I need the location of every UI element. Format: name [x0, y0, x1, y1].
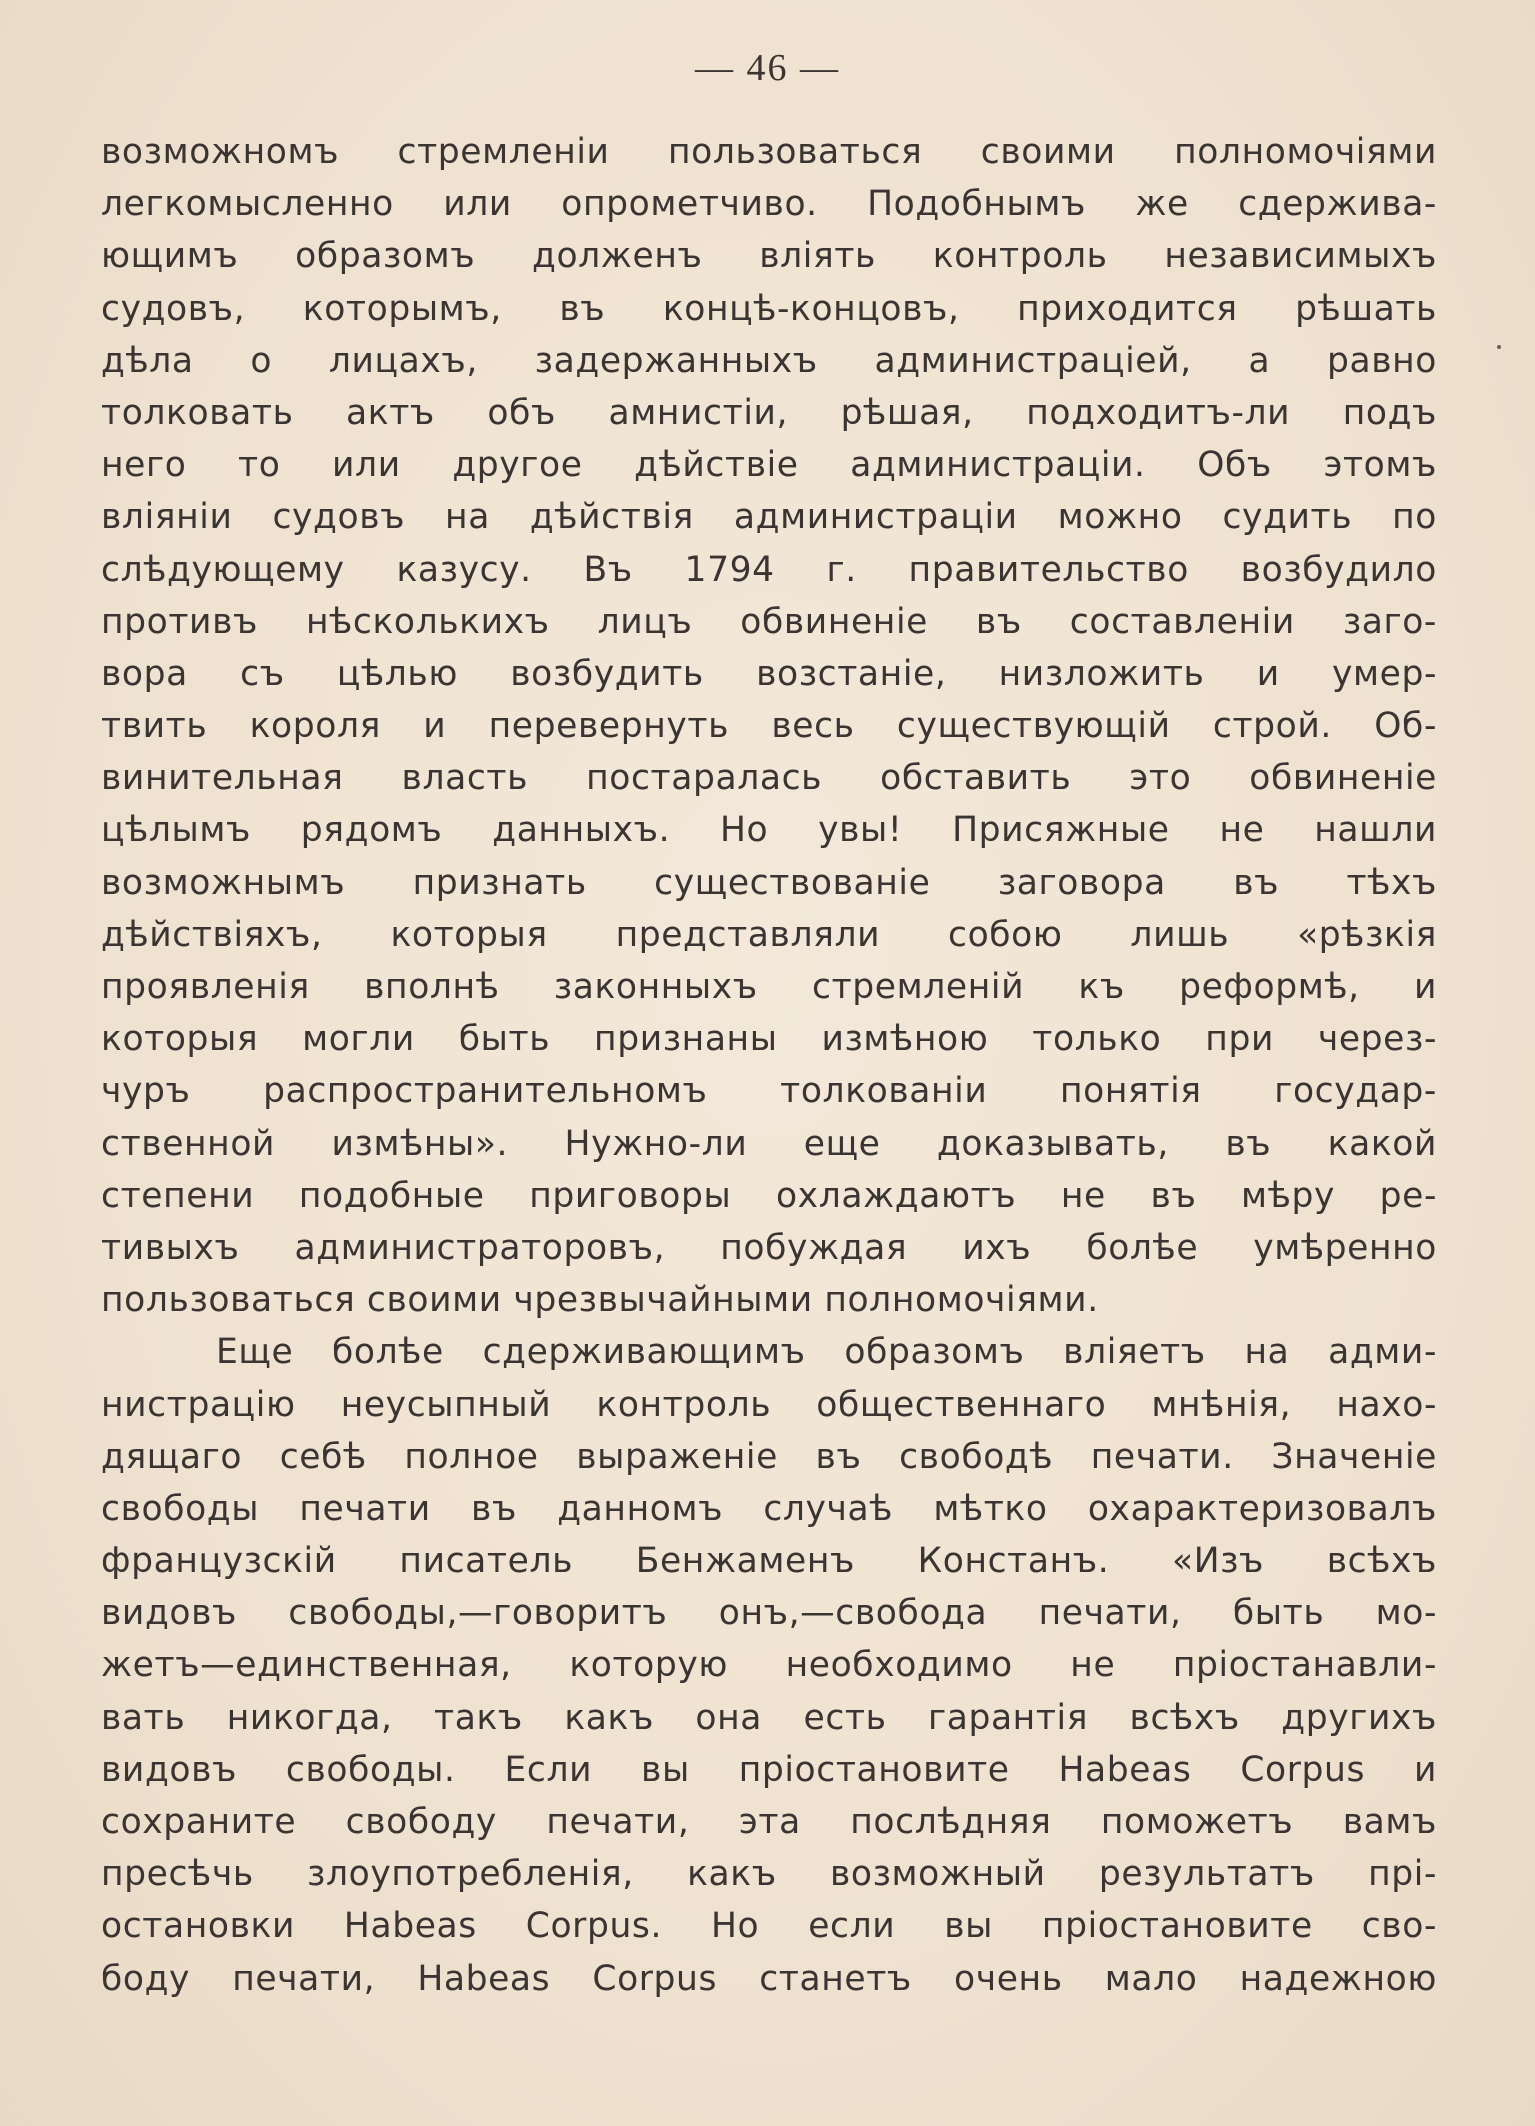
text-line: Еще болѣе сдерживающимъ образомъ вліяетъ на адми- [216, 1332, 1437, 1373]
paragraph-2 [101, 1326, 1437, 2004]
text-line: свободы печати въ данномъ случаѣ мѣтко охарактеризовалъ [101, 1488, 1437, 1529]
text-line: боду печати, Habeas Corpus станетъ очень мало надежною [101, 1958, 1437, 1999]
text-line: противъ нѣсколькихъ лицъ обвиненіе въ составленіи заго- [101, 601, 1437, 642]
text-line: пресѣчь злоупотребленія, какъ возможный результатъ прі- [101, 1854, 1437, 1895]
text-line: дѣйствіяхъ, которыя представляли собою лишь «рѣзкія [101, 914, 1437, 955]
text-line: возможномъ стремленіи пользоваться своими полномочіями [101, 132, 1437, 172]
text-line: нистрацію неусыпный контроль общественнаго мнѣнія, нахо- [101, 1384, 1437, 1425]
paper-speck [1497, 345, 1501, 349]
text-line: слѣдующему казусу. Въ 1794 г. правительство возбудило [101, 549, 1437, 590]
text-line: чуръ распространительномъ толкованіи понятія государ- [101, 1071, 1437, 1112]
text-line: которыя могли быть признаны измѣною только при через- [101, 1019, 1437, 1060]
text-line: вора съ цѣлью возбудить возстаніе, низложить и умер- [101, 653, 1437, 694]
text-line: ющимъ образомъ долженъ вліять контроль независимыхъ [101, 236, 1437, 277]
text-line: вліяніи судовъ на дѣйствія администраціи можно судить по [101, 497, 1437, 538]
text-line: дѣла о лицахъ, задержанныхъ администраціей, а равно [101, 340, 1437, 381]
text-line: сохраните свободу печати, эта послѣдняя поможетъ вамъ [101, 1802, 1437, 1842]
text-line: вать никогда, такъ какъ она есть гарантія всѣхъ другихъ [101, 1697, 1437, 1738]
text-line: видовъ свободы. Если вы пріостановите Habeas Corpus и [101, 1749, 1437, 1790]
text-line: дящаго себѣ полное выраженіе въ свободѣ печати. Значеніе [101, 1436, 1437, 1477]
text-line: тивыхъ администраторовъ, побуждая ихъ болѣе умѣренно [101, 1227, 1437, 1268]
text-line: проявленія вполнѣ законныхъ стремленій къ реформѣ, и [101, 967, 1437, 1007]
text-line: ственной измѣны». Нужно-ли еще доказывать, въ какой [101, 1123, 1437, 1164]
text-line: степени подобные приговоры охлаждаютъ не въ мѣру ре- [101, 1175, 1437, 1216]
text-line: французскій писатель Бенжаменъ Констанъ. «Изъ всѣхъ [101, 1541, 1437, 1582]
body-text [101, 126, 1437, 2005]
text-line: толковать актъ объ амнистіи, рѣшая, подходитъ-ли подъ [101, 392, 1437, 433]
text-line: остановки Habeas Corpus. Но если вы пріостановите сво- [101, 1906, 1437, 1947]
text-line: твить короля и перевернуть весь существующій строй. Об- [101, 706, 1437, 747]
text-line: пользоваться своими чрезвычайными полномочіями. [101, 1280, 1099, 1321]
text-line: винительная власть постаралась обставить это обвиненіе [101, 758, 1437, 799]
text-line: легкомысленно или опрометчиво. Подобнымъ же сдержива- [101, 184, 1437, 225]
text-line: видовъ свободы,—говоритъ онъ,—свобода печати, быть мо- [101, 1593, 1437, 1634]
text-line: возможнымъ признать существованіе заговора въ тѣхъ [101, 862, 1437, 903]
text-line: цѣлымъ рядомъ данныхъ. Но увы! Присяжные не нашли [101, 810, 1437, 851]
page-number: — 46 — [695, 47, 840, 89]
text-line: судовъ, которымъ, въ концѣ-концовъ, приходится рѣшать [101, 288, 1437, 329]
text-line: жетъ—единственная, которую необходимо не пріостанавли- [101, 1645, 1437, 1686]
paragraph-1 [101, 126, 1437, 1326]
text-line: него то или другое дѣйствіе администраціи. Объ этомъ [101, 445, 1437, 486]
